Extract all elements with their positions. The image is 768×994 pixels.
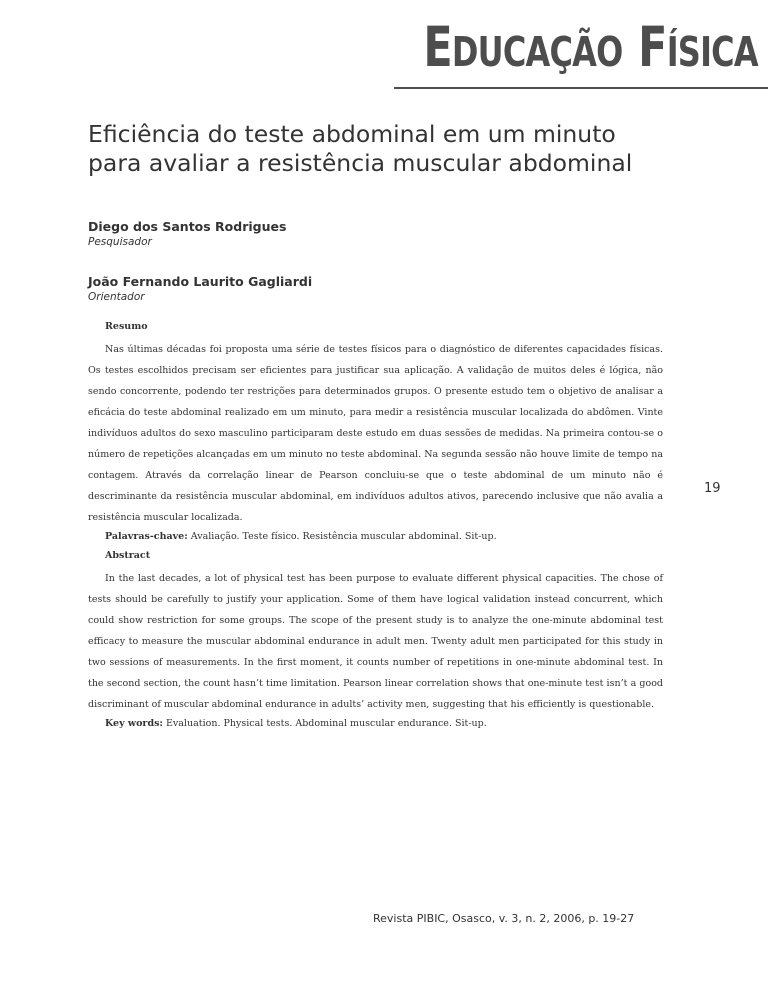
resumo-keywords-text: Avaliação. Teste físico. Resistência muscular abdominal. Sit-up. — [190, 531, 497, 542]
abstract-keywords — [88, 717, 663, 731]
resumo-section — [88, 320, 663, 544]
section-title-initial-1: E — [423, 15, 453, 79]
header-rule — [394, 87, 768, 89]
resumo-heading: Resumo — [105, 321, 148, 332]
abstract-section — [88, 549, 663, 731]
resumo-text: Nas últimas décadas foi proposta uma série de testes físicos para o diagnóstico de diferentes capacidades físicas. Os testes escolhidos precisam ser eficientes para justificar sua aplicação. A validação de muitos deles é lógica, não sendo concorrente, podendo ter restrições para determinados grupos. O presente estudo tem o objetivo de analisar a eficácia do teste abdominal realizado em um minuto, para medir a resistência muscular localizada do abdômen. Vinte indivíduos adultos do sexo masculino participaram deste estudo em duas sessões de medidas. Na primeira contou-se o número de repetições alcançadas em um minuto no teste abdominal. Na segunda sessão não houve limite de tempo na contagem. Através da correlação linear de Pearson concluiu-se que o teste abdominal de um minuto não é descriminante da resistência muscular abdominal, em indivíduos adultos ativos, parecendo inclusive que não avalia a resistência muscular localizada. — [88, 344, 663, 523]
section-title-rest-1: DUCAÇÃO — [452, 28, 623, 76]
abstract-text: In the last decades, a lot of physical test has been purpose to evaluate different physical capacities. The chose of tests should be carefully to justify your application. Some of them have logical validation instead concurrent, which could show restriction for some groups. The scope of the present study is to analyze the one-minute abdominal test efficacy to measure the muscular abdominal endurance in adult men. Twenty adult men participated for this study in two sessions of measurements. In the first moment, it counts number of repetitions in one-minute abdominal test. In the second section, the count hasn’t time limitation. Pearson linear correlation shows that one-minute test isn’t a good discriminant of muscular abdominal endurance in adults’ activity men, suggesting that his efficiently is questionable. — [88, 573, 663, 710]
journal-citation-footer: Revista PIBIC, Osasco, v. 3, n. 2, 2006, p. 19-27 — [373, 912, 635, 925]
author-name: Diego dos Santos Rodrigues — [88, 219, 287, 234]
abstract-keywords-text: Evaluation. Physical tests. Abdominal muscular endurance. Sit-up. — [165, 718, 487, 729]
abstract-keywords-label: Key words: — [105, 718, 163, 729]
advisor-name: João Fernando Laurito Gagliardi — [88, 274, 313, 289]
article-title-line-2: para avaliar a resistência muscular abdominal — [88, 149, 633, 177]
advisor-role: Orientador — [88, 291, 145, 303]
section-title-rest-2: ÍSICA — [666, 28, 758, 76]
page-number: 19 — [704, 481, 721, 496]
resumo-keywords-label: Palavras-chave: — [105, 531, 188, 542]
section-title-initial-2: F — [638, 15, 667, 79]
article-title-line-1: Eficiência do teste abdominal em um minuto — [88, 120, 616, 148]
resumo-keywords — [88, 530, 663, 544]
author-role: Pesquisador — [88, 236, 152, 248]
section-title — [423, 15, 758, 79]
abstract-heading: Abstract — [105, 550, 151, 561]
article-title — [88, 120, 728, 178]
